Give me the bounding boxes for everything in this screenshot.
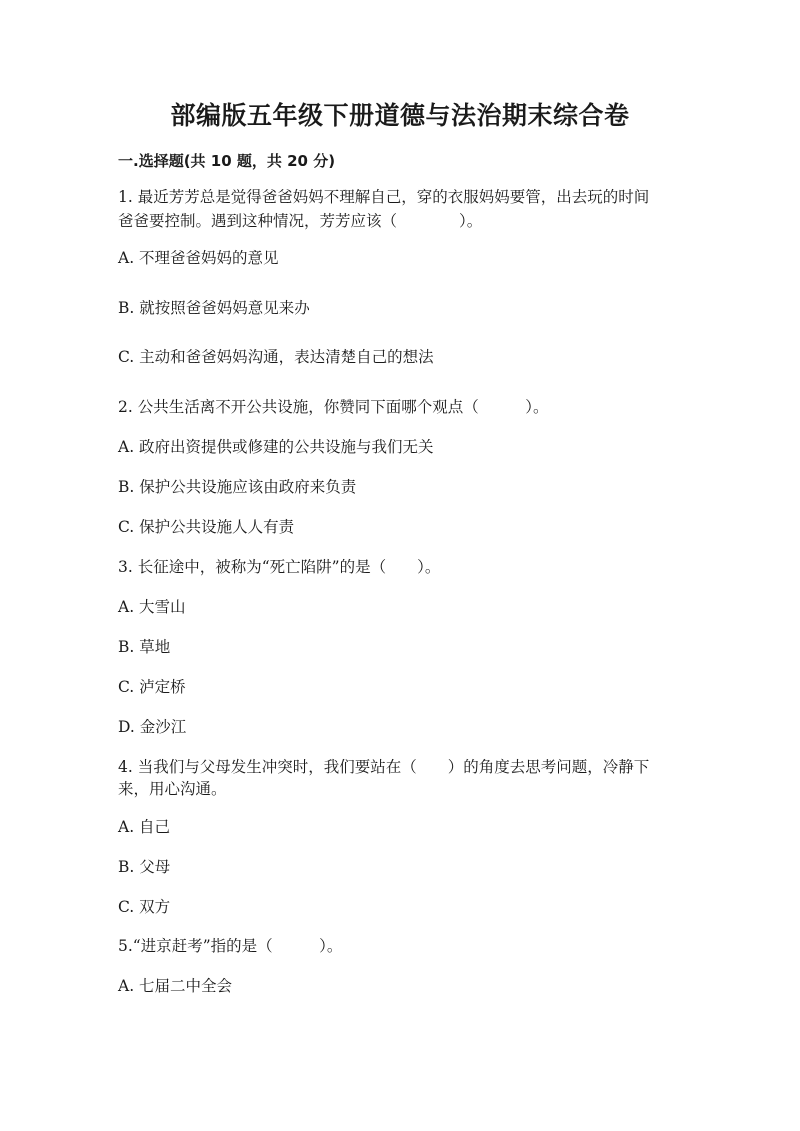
exam-title: 部编版五年级下册道德与法治期末综合卷: [170, 101, 630, 130]
question-2-stem: 2. 公共生活离不开公共设施，你赞同下面哪个观点（ ）。: [118, 398, 549, 416]
question-3-option-c: C. 泸定桥: [118, 678, 186, 696]
question-2-option-b: B. 保护公共设施应该由政府来负责: [118, 478, 357, 496]
question-1-stem-line-1: 1. 最近芳芳总是觉得爸爸妈妈不理解自己，穿的衣服妈妈要管，出去玩的时间: [118, 188, 650, 206]
question-3-option-b: B. 草地: [118, 638, 171, 656]
question-1-option-a: A. 不理爸爸妈妈的意见: [118, 249, 279, 267]
question-1-stem-line-2: 爸爸要控制。遇到这种情况，芳芳应该（ ）。: [118, 212, 483, 230]
question-4-option-a: A. 自己: [118, 818, 171, 836]
question-4-option-c: C. 双方: [118, 898, 171, 916]
question-3-option-a: A. 大雪山: [118, 598, 186, 616]
question-4-stem-line-1: 4. 当我们与父母发生冲突时，我们要站在（ ）的角度去思考问题，冷静下: [118, 758, 650, 776]
question-2-option-a: A. 政府出资提供或修建的公共设施与我们无关: [118, 438, 434, 456]
question-5-option-a: A. 七届二中全会: [118, 977, 233, 995]
section-heading: 一.选择题(共 10 题，共 20 分): [118, 152, 336, 170]
question-1-option-b: B. 就按照爸爸妈妈意见来办: [118, 299, 310, 317]
question-3-stem: 3. 长征途中，被称为“死亡陷阱”的是（ ）。: [118, 558, 441, 576]
question-2-option-c: C. 保护公共设施人人有责: [118, 518, 295, 536]
question-1-option-c: C. 主动和爸爸妈妈沟通，表达清楚自己的想法: [118, 348, 434, 366]
question-4-stem-line-2: 来，用心沟通。: [118, 780, 227, 798]
question-4-option-b: B. 父母: [118, 858, 171, 876]
question-3-option-d: D. 金沙江: [118, 718, 187, 736]
question-5-stem: 5.“进京赶考”指的是（ ）。: [118, 937, 343, 955]
